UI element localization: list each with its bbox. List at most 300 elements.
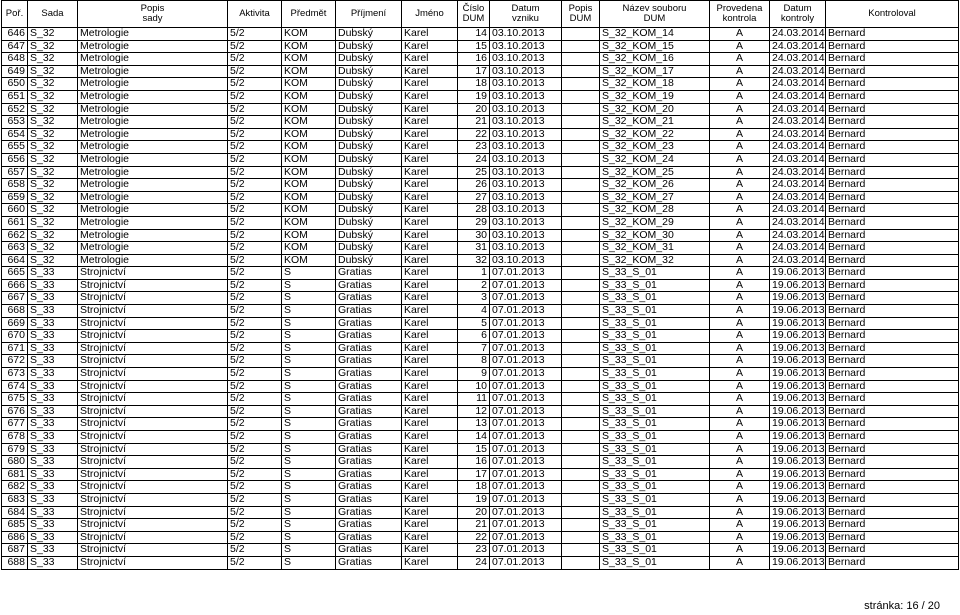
table-row <box>2 204 959 217</box>
table-cell: 682 <box>2 481 28 494</box>
table-cell: Gratias <box>336 468 402 481</box>
table-cell: 658 <box>2 179 28 192</box>
table-cell: S_32_KOM_20 <box>600 103 710 116</box>
table-cell: S_33 <box>28 317 78 330</box>
table-cell: 12 <box>458 405 490 418</box>
table-cell: A <box>710 393 770 406</box>
table-cell: S_32 <box>28 254 78 267</box>
table-cell: Karel <box>402 141 458 154</box>
table-cell: Bernard <box>826 355 959 368</box>
table-cell: 19.06.2013 <box>770 418 826 431</box>
column-header-line2: kontroly <box>780 13 815 24</box>
table-cell <box>562 544 600 557</box>
table-cell: 07.01.2013 <box>490 279 562 292</box>
table-cell: 671 <box>2 342 28 355</box>
table-cell: 03.10.2013 <box>490 28 562 41</box>
table-cell: Karel <box>402 368 458 381</box>
table-cell: 5/2 <box>228 330 282 343</box>
table-cell: Strojnictví <box>78 393 228 406</box>
table-cell: Dubský <box>336 179 402 192</box>
table-cell: A <box>710 28 770 41</box>
table-cell: S_33 <box>28 267 78 280</box>
table-cell: 5/2 <box>228 506 282 519</box>
column-header-line2: DUM <box>462 13 485 24</box>
table-cell: A <box>710 531 770 544</box>
table-cell: A <box>710 355 770 368</box>
table-cell: 03.10.2013 <box>490 103 562 116</box>
table-cell: 675 <box>2 393 28 406</box>
table-cell: S_32_KOM_32 <box>600 254 710 267</box>
table-cell: S_32 <box>28 53 78 66</box>
table-cell: Bernard <box>826 103 959 116</box>
table-cell: 5/2 <box>228 116 282 129</box>
table-cell: Bernard <box>826 456 959 469</box>
table-cell <box>562 128 600 141</box>
table-cell: S_32_KOM_22 <box>600 128 710 141</box>
table-cell: Karel <box>402 78 458 91</box>
table-cell: 03.10.2013 <box>490 141 562 154</box>
table-cell: 659 <box>2 191 28 204</box>
table-cell: 660 <box>2 204 28 217</box>
table-cell: Karel <box>402 481 458 494</box>
table-cell: Metrologie <box>78 216 228 229</box>
page-number: stránka: 16 / 20 <box>864 600 940 612</box>
table-cell <box>562 506 600 519</box>
table-cell: S_33 <box>28 506 78 519</box>
column-header <box>600 1 710 28</box>
table-cell <box>562 393 600 406</box>
table-cell: Karel <box>402 556 458 569</box>
table-cell: S <box>282 405 336 418</box>
table-cell: 07.01.2013 <box>490 531 562 544</box>
column-header-line1: Číslo <box>462 2 485 14</box>
table-cell: Karel <box>402 191 458 204</box>
table-row <box>2 330 959 343</box>
table-cell: 663 <box>2 242 28 255</box>
table-cell: Bernard <box>826 229 959 242</box>
table-cell <box>562 405 600 418</box>
table-cell: S_33 <box>28 405 78 418</box>
table-cell <box>562 229 600 242</box>
table-cell: 16 <box>458 53 490 66</box>
column-header <box>402 1 458 28</box>
table-cell: A <box>710 216 770 229</box>
table-cell: Karel <box>402 342 458 355</box>
table-cell: S_33_S_01 <box>600 418 710 431</box>
table-cell: 662 <box>2 229 28 242</box>
table-row <box>2 431 959 444</box>
table-cell: 21 <box>458 116 490 129</box>
table-cell: 22 <box>458 128 490 141</box>
table-cell: S <box>282 468 336 481</box>
table-cell: A <box>710 65 770 78</box>
table-cell: 656 <box>2 153 28 166</box>
table-cell: A <box>710 456 770 469</box>
table-cell: 32 <box>458 254 490 267</box>
table-cell: 07.01.2013 <box>490 405 562 418</box>
table-cell: Gratias <box>336 380 402 393</box>
table-cell: Gratias <box>336 330 402 343</box>
table-cell: Karel <box>402 355 458 368</box>
table-cell: Strojnictví <box>78 279 228 292</box>
table-cell: 649 <box>2 65 28 78</box>
table-cell: Dubský <box>336 90 402 103</box>
table-cell: S_33 <box>28 519 78 532</box>
table-cell: S_32_KOM_25 <box>600 166 710 179</box>
table-cell: 03.10.2013 <box>490 242 562 255</box>
table-row <box>2 393 959 406</box>
table-cell: 24.03.2014 <box>770 65 826 78</box>
table-cell: Gratias <box>336 443 402 456</box>
table-cell: 5/2 <box>228 229 282 242</box>
table-cell: Karel <box>402 468 458 481</box>
table-cell: 19.06.2013 <box>770 330 826 343</box>
dum-register-table <box>1 0 959 570</box>
table-cell: Dubský <box>336 28 402 41</box>
table-row <box>2 456 959 469</box>
table-cell: A <box>710 267 770 280</box>
table-cell: KOM <box>282 242 336 255</box>
table-cell: 5/2 <box>228 103 282 116</box>
table-cell: 03.10.2013 <box>490 179 562 192</box>
table-cell: Dubský <box>336 229 402 242</box>
table-cell: 676 <box>2 405 28 418</box>
table-cell: Metrologie <box>78 204 228 217</box>
table-cell: 03.10.2013 <box>490 78 562 91</box>
table-cell: Bernard <box>826 431 959 444</box>
column-header <box>770 1 826 28</box>
column-header-line2: kontrola <box>722 13 757 24</box>
table-cell: Bernard <box>826 493 959 506</box>
table-cell: Gratias <box>336 342 402 355</box>
table-cell: KOM <box>282 90 336 103</box>
table-cell: 07.01.2013 <box>490 481 562 494</box>
table-cell: Strojnictví <box>78 544 228 557</box>
table-cell: Dubský <box>336 191 402 204</box>
table-cell: S <box>282 456 336 469</box>
table-cell <box>562 380 600 393</box>
table-cell: S_33 <box>28 292 78 305</box>
table-cell: 07.01.2013 <box>490 368 562 381</box>
table-cell: Gratias <box>336 317 402 330</box>
table-cell: S_33 <box>28 531 78 544</box>
table-cell: A <box>710 179 770 192</box>
table-cell: A <box>710 153 770 166</box>
table-cell: S <box>282 393 336 406</box>
table-cell: KOM <box>282 179 336 192</box>
table-row <box>2 481 959 494</box>
table-cell: S_33_S_01 <box>600 531 710 544</box>
table-row <box>2 380 959 393</box>
table-cell <box>562 78 600 91</box>
table-cell: S_33_S_01 <box>600 556 710 569</box>
table-cell: Strojnictví <box>78 468 228 481</box>
table-cell: Strojnictví <box>78 292 228 305</box>
table-cell: S_32 <box>28 166 78 179</box>
table-cell: 24.03.2014 <box>770 242 826 255</box>
table-cell: S_33_S_01 <box>600 456 710 469</box>
table-cell: 5/2 <box>228 493 282 506</box>
table-cell: S_33_S_01 <box>600 544 710 557</box>
table-cell <box>562 191 600 204</box>
table-cell: S <box>282 330 336 343</box>
column-header-line2: vzniku <box>512 13 539 24</box>
table-cell: 19.06.2013 <box>770 380 826 393</box>
table-cell: Gratias <box>336 267 402 280</box>
table-cell: 5/2 <box>228 141 282 154</box>
table-cell: A <box>710 317 770 330</box>
table-cell: S_32 <box>28 65 78 78</box>
table-cell: 19.06.2013 <box>770 456 826 469</box>
table-cell: S_32 <box>28 153 78 166</box>
table-cell: 31 <box>458 242 490 255</box>
table-cell: 5/2 <box>228 519 282 532</box>
table-row <box>2 53 959 66</box>
table-cell: 03.10.2013 <box>490 128 562 141</box>
table-cell: Dubský <box>336 65 402 78</box>
column-header <box>458 1 490 28</box>
table-cell: S_32 <box>28 103 78 116</box>
table-cell: Karel <box>402 179 458 192</box>
table-cell: Bernard <box>826 481 959 494</box>
table-cell: S_33_S_01 <box>600 506 710 519</box>
column-header <box>78 1 228 28</box>
table-cell: 19.06.2013 <box>770 317 826 330</box>
table-cell <box>562 493 600 506</box>
table-cell: A <box>710 506 770 519</box>
table-cell: 13 <box>458 418 490 431</box>
table-cell: 20 <box>458 506 490 519</box>
table-cell: S <box>282 267 336 280</box>
column-header-line2: DUM <box>569 13 592 24</box>
column-header-line1: Popis <box>568 2 593 14</box>
table-cell: 07.01.2013 <box>490 443 562 456</box>
table-cell: 24.03.2014 <box>770 141 826 154</box>
table-cell: Gratias <box>336 431 402 444</box>
table-cell: A <box>710 556 770 569</box>
table-cell: 19.06.2013 <box>770 267 826 280</box>
table-cell: Bernard <box>826 28 959 41</box>
table-cell: Bernard <box>826 116 959 129</box>
table-cell: 24.03.2014 <box>770 78 826 91</box>
table-cell: 07.01.2013 <box>490 418 562 431</box>
table-cell <box>562 519 600 532</box>
table-cell: Bernard <box>826 53 959 66</box>
table-cell: S_33_S_01 <box>600 405 710 418</box>
table-cell: S_32_KOM_30 <box>600 229 710 242</box>
table-cell <box>562 279 600 292</box>
table-cell: 669 <box>2 317 28 330</box>
table-cell: 5/2 <box>228 153 282 166</box>
table-cell: 687 <box>2 544 28 557</box>
table-cell: 5 <box>458 317 490 330</box>
table-cell: Bernard <box>826 317 959 330</box>
column-header-line1: Příjmení <box>350 7 387 19</box>
table-cell: S_33 <box>28 279 78 292</box>
table-cell: S_33_S_01 <box>600 443 710 456</box>
table-cell: 03.10.2013 <box>490 191 562 204</box>
table-cell: 19.06.2013 <box>770 556 826 569</box>
table-cell: 19 <box>458 493 490 506</box>
table-cell: Bernard <box>826 254 959 267</box>
table-cell: 5/2 <box>228 342 282 355</box>
table-cell: S_33 <box>28 468 78 481</box>
table-cell: S <box>282 418 336 431</box>
table-cell: 24.03.2014 <box>770 179 826 192</box>
table-row <box>2 267 959 280</box>
table-row <box>2 28 959 41</box>
table-cell: Strojnictví <box>78 368 228 381</box>
table-cell: A <box>710 380 770 393</box>
table-row <box>2 405 959 418</box>
table-cell: 19.06.2013 <box>770 544 826 557</box>
table-cell: S <box>282 368 336 381</box>
table-cell <box>562 166 600 179</box>
table-cell: S_32_KOM_16 <box>600 53 710 66</box>
table-cell: 19.06.2013 <box>770 342 826 355</box>
table-cell: Gratias <box>336 493 402 506</box>
table-cell: Bernard <box>826 78 959 91</box>
table-cell: 678 <box>2 431 28 444</box>
table-cell: Metrologie <box>78 166 228 179</box>
table-cell: S_33 <box>28 330 78 343</box>
table-cell: Metrologie <box>78 65 228 78</box>
table-cell: 653 <box>2 116 28 129</box>
table-cell: 5/2 <box>228 279 282 292</box>
table-cell: Karel <box>402 103 458 116</box>
column-header-line1: Aktivita <box>239 7 270 19</box>
table-cell: 680 <box>2 456 28 469</box>
table-cell: KOM <box>282 28 336 41</box>
table-cell: Karel <box>402 544 458 557</box>
table-cell: S_33_S_01 <box>600 431 710 444</box>
table-cell: Bernard <box>826 330 959 343</box>
table-cell: 688 <box>2 556 28 569</box>
table-row <box>2 368 959 381</box>
table-cell: 667 <box>2 292 28 305</box>
table-cell: 24.03.2014 <box>770 128 826 141</box>
table-cell: Metrologie <box>78 40 228 53</box>
table-cell: Bernard <box>826 393 959 406</box>
table-cell: Strojnictví <box>78 443 228 456</box>
table-cell <box>562 481 600 494</box>
table-cell: KOM <box>282 153 336 166</box>
table-cell: 672 <box>2 355 28 368</box>
table-cell: 17 <box>458 65 490 78</box>
table-cell: A <box>710 443 770 456</box>
table-row <box>2 317 959 330</box>
table-cell <box>562 355 600 368</box>
table-cell: Karel <box>402 405 458 418</box>
table-cell: KOM <box>282 116 336 129</box>
table-cell <box>562 254 600 267</box>
column-header <box>490 1 562 28</box>
table-cell: 24.03.2014 <box>770 204 826 217</box>
table-row <box>2 65 959 78</box>
table-cell: S <box>282 556 336 569</box>
table-cell: 648 <box>2 53 28 66</box>
table-cell: 24.03.2014 <box>770 229 826 242</box>
table-cell <box>562 368 600 381</box>
table-cell: 24.03.2014 <box>770 28 826 41</box>
table-cell: Dubský <box>336 216 402 229</box>
column-header-line1: Předmět <box>290 7 327 19</box>
table-cell: S_33 <box>28 305 78 318</box>
table-cell: 677 <box>2 418 28 431</box>
table-cell: 24.03.2014 <box>770 166 826 179</box>
table-cell: A <box>710 53 770 66</box>
table-cell: S_33 <box>28 393 78 406</box>
table-row <box>2 254 959 267</box>
table-cell: S <box>282 342 336 355</box>
table-row <box>2 141 959 154</box>
table-cell: KOM <box>282 103 336 116</box>
table-cell: KOM <box>282 254 336 267</box>
column-header-line1: Popis <box>140 2 165 14</box>
table-cell: 07.01.2013 <box>490 267 562 280</box>
table-cell: A <box>710 116 770 129</box>
table-cell: A <box>710 90 770 103</box>
table-cell: 07.01.2013 <box>490 305 562 318</box>
table-cell: 2 <box>458 279 490 292</box>
table-body <box>2 28 959 570</box>
table-cell: 679 <box>2 443 28 456</box>
table-cell: KOM <box>282 128 336 141</box>
table-cell: 24.03.2014 <box>770 216 826 229</box>
table-cell <box>562 242 600 255</box>
column-header <box>826 1 959 28</box>
table-row <box>2 305 959 318</box>
column-header <box>562 1 600 28</box>
table-cell: KOM <box>282 53 336 66</box>
table-cell: S_33 <box>28 380 78 393</box>
table-cell: S_33_S_01 <box>600 305 710 318</box>
table-cell: Dubský <box>336 153 402 166</box>
table-cell: 03.10.2013 <box>490 153 562 166</box>
table-cell: 19.06.2013 <box>770 305 826 318</box>
table-row <box>2 179 959 192</box>
table-cell: S_33_S_01 <box>600 279 710 292</box>
table-cell: 5/2 <box>228 405 282 418</box>
table-cell: 03.10.2013 <box>490 204 562 217</box>
table-row <box>2 355 959 368</box>
table-cell: KOM <box>282 166 336 179</box>
table-cell: Metrologie <box>78 153 228 166</box>
table-cell: 683 <box>2 493 28 506</box>
table-cell: 03.10.2013 <box>490 216 562 229</box>
table-cell: 5/2 <box>228 254 282 267</box>
column-header <box>710 1 770 28</box>
table-cell: Strojnictví <box>78 380 228 393</box>
table-cell: S_32_KOM_28 <box>600 204 710 217</box>
table-cell: 11 <box>458 393 490 406</box>
table-cell: S_33 <box>28 368 78 381</box>
table-cell: 07.01.2013 <box>490 431 562 444</box>
table-cell: Karel <box>402 116 458 129</box>
table-cell: 5/2 <box>228 468 282 481</box>
table-cell: Karel <box>402 65 458 78</box>
table-cell: Gratias <box>336 481 402 494</box>
table-cell: Strojnictví <box>78 519 228 532</box>
column-header-line1: Kontroloval <box>868 7 916 19</box>
table-row <box>2 519 959 532</box>
table-cell <box>562 103 600 116</box>
table-cell: 5/2 <box>228 317 282 330</box>
table-row <box>2 342 959 355</box>
table-cell: Gratias <box>336 405 402 418</box>
column-header <box>2 1 28 28</box>
table-cell: A <box>710 242 770 255</box>
